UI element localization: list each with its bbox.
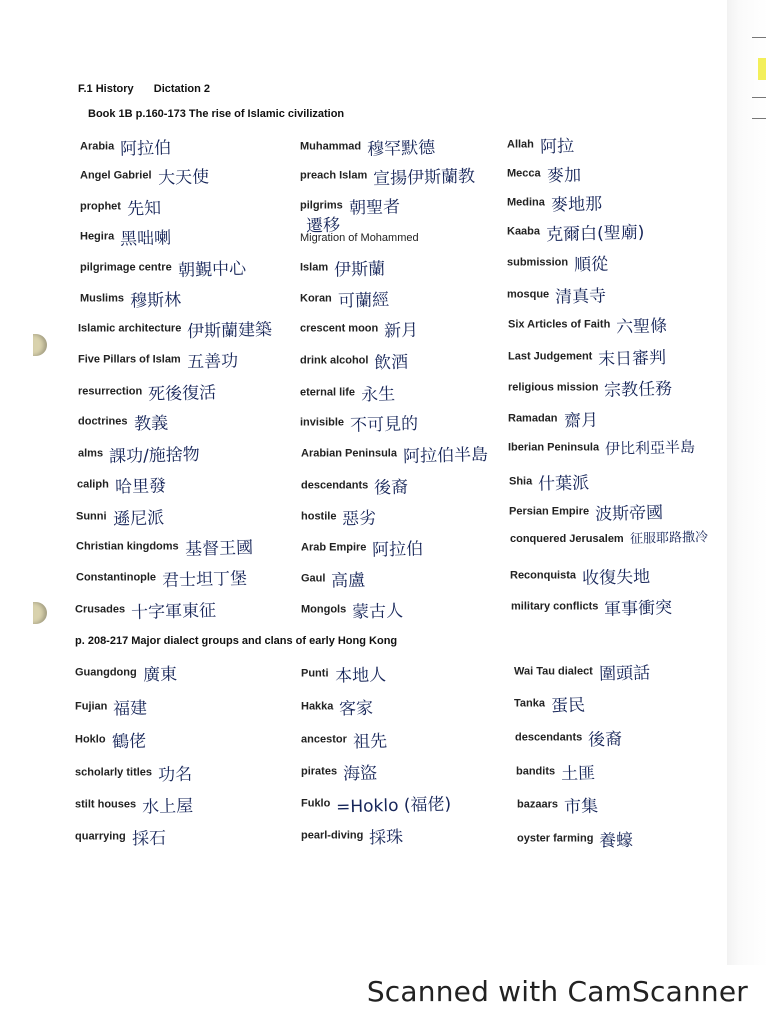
vocab-item: prophet 先知 bbox=[80, 198, 162, 220]
vocab-item: Five Pillars of Islam 五善功 bbox=[78, 351, 239, 373]
paper-edge-shadow bbox=[727, 0, 768, 965]
vocab-item: ancestor 祖先 bbox=[301, 731, 388, 753]
vocab-item: Guangdong 廣東 bbox=[75, 664, 178, 686]
sticky-tab bbox=[758, 58, 766, 80]
vocab-item: pilgrims 朝聖者 bbox=[300, 197, 401, 219]
vocab-item: Shia 什葉派 bbox=[509, 473, 590, 495]
vocab-item: Hoklo 鶴佬 bbox=[75, 731, 146, 753]
vocab-item: alms 課功/施捨物 bbox=[78, 444, 201, 468]
section-heading-islamic: Book 1B p.160-173 The rise of Islamic civilization bbox=[88, 108, 345, 120]
vocab-item: Punti 本地人 bbox=[301, 665, 386, 687]
vocab-item: resurrection 死後復活 bbox=[78, 383, 217, 405]
vocab-item: Mecca 麥加 bbox=[507, 165, 581, 187]
vocab-item: Arabia 阿拉伯 bbox=[80, 138, 172, 160]
vocab-item: doctrines 教義 bbox=[78, 413, 168, 435]
vocab-item: oyster farming 養蠔 bbox=[517, 830, 634, 852]
vocab-item: Crusades 十字軍東征 bbox=[75, 600, 217, 624]
vocab-item: Ramadan 齋月 bbox=[508, 410, 598, 432]
vocab-item: 遷移 bbox=[305, 215, 341, 237]
vocab-item: invisible 不可見的 bbox=[300, 414, 419, 436]
edge-mark bbox=[752, 118, 766, 119]
camscanner-watermark: Scanned with CamScanner bbox=[366, 975, 748, 1008]
vocab-item: Kaaba 克爾白(聖廟) bbox=[507, 222, 645, 246]
vocab-item: military conflicts 軍事衝突 bbox=[511, 598, 673, 620]
vocab-item: Islamic architecture 伊斯蘭建築 bbox=[78, 319, 273, 343]
vocab-item: Angel Gabriel 大天使 bbox=[80, 167, 209, 189]
vocab-item: Hakka 客家 bbox=[301, 698, 374, 720]
edge-mark bbox=[752, 37, 766, 38]
vocab-item: drink alcohol 飲酒 bbox=[300, 352, 409, 374]
vocab-item: pirates 海盜 bbox=[301, 763, 378, 785]
vocab-item: Last Judgement 末日審判 bbox=[508, 348, 667, 370]
course-title: F.1 History bbox=[78, 83, 134, 95]
scanner-footer bbox=[0, 965, 768, 1024]
vocab-item: eternal life 永生 bbox=[300, 384, 396, 406]
vocab-item: Gaul 高盧 bbox=[301, 570, 366, 592]
vocab-item: Six Articles of Faith 六聖條 bbox=[508, 316, 668, 338]
vocab-item: conquered Jerusalem 征服耶路撒冷 bbox=[510, 529, 708, 547]
vocab-item: Medina 麥地那 bbox=[507, 194, 603, 216]
vocab-item: preach Islam 宣揚伊斯蘭教 bbox=[300, 166, 476, 190]
vocab-item: pilgrimage centre 朝覲中心 bbox=[80, 259, 247, 281]
vocab-item: Iberian Peninsula 伊比利亞半島 bbox=[508, 437, 696, 459]
document-title bbox=[78, 83, 210, 95]
vocab-item: Persian Empire 波斯帝國 bbox=[509, 503, 664, 525]
vocab-item: Muslims 穆斯林 bbox=[80, 290, 182, 312]
vocab-item: Hegira 黑咄喇 bbox=[80, 228, 172, 250]
vocab-item: crescent moon 新月 bbox=[300, 320, 419, 342]
vocab-item-term: Migration of Mohammed bbox=[300, 231, 419, 244]
vocab-item: caliph 哈里發 bbox=[77, 476, 167, 498]
vocab-item: scholarly titles 功名 bbox=[75, 764, 193, 786]
vocab-item: Reconquista 收復失地 bbox=[510, 567, 651, 589]
vocab-item: submission 順從 bbox=[507, 254, 609, 276]
vocab-item: Christian kingdoms 基督王國 bbox=[76, 538, 254, 560]
vocab-item: Allah 阿拉 bbox=[507, 136, 575, 158]
vocab-item: religious mission 宗教任務 bbox=[508, 379, 673, 401]
vocab-item: descendants 後裔 bbox=[515, 729, 623, 751]
vocab-item: Mongols 蒙古人 bbox=[301, 601, 404, 623]
vocab-item: Arabian Peninsula 阿拉伯半島 bbox=[301, 444, 489, 468]
vocab-item: Sunni 遜尼派 bbox=[76, 508, 164, 530]
vocab-item: hostile 惡劣 bbox=[301, 508, 377, 530]
dictation-label: Dictation 2 bbox=[153, 83, 210, 95]
vocab-item: Wai Tau dialect 圍頭話 bbox=[514, 663, 651, 685]
vocab-item: descendants 後裔 bbox=[301, 477, 409, 499]
vocab-item: Constantinople 君士坦丁堡 bbox=[76, 568, 248, 592]
vocab-item: mosque 清真寺 bbox=[507, 286, 607, 308]
section-heading-dialects: p. 208-217 Major dialect groups and clans of early Hong Kong bbox=[75, 635, 398, 647]
edge-mark bbox=[752, 97, 766, 98]
vocab-item: Arab Empire 阿拉伯 bbox=[301, 539, 424, 561]
vocab-item: bandits 土匪 bbox=[516, 763, 596, 785]
vocab-item: Islam 伊斯蘭 bbox=[300, 259, 386, 281]
vocab-item: Muhammad 穆罕默德 bbox=[300, 138, 436, 160]
vocab-item: stilt houses 水上屋 bbox=[75, 796, 194, 818]
vocab-item: Koran 可蘭經 bbox=[300, 290, 390, 312]
vocab-item: bazaars 市集 bbox=[517, 796, 599, 818]
vocab-item: Fuklo =Hoklo (福佬) bbox=[301, 794, 452, 818]
vocab-item: pearl-diving 採珠 bbox=[301, 827, 404, 849]
vocab-item: quarrying 採石 bbox=[75, 828, 167, 850]
vocab-item: Fujian 福建 bbox=[75, 698, 148, 720]
vocab-item: Tanka 蛋民 bbox=[514, 695, 586, 717]
